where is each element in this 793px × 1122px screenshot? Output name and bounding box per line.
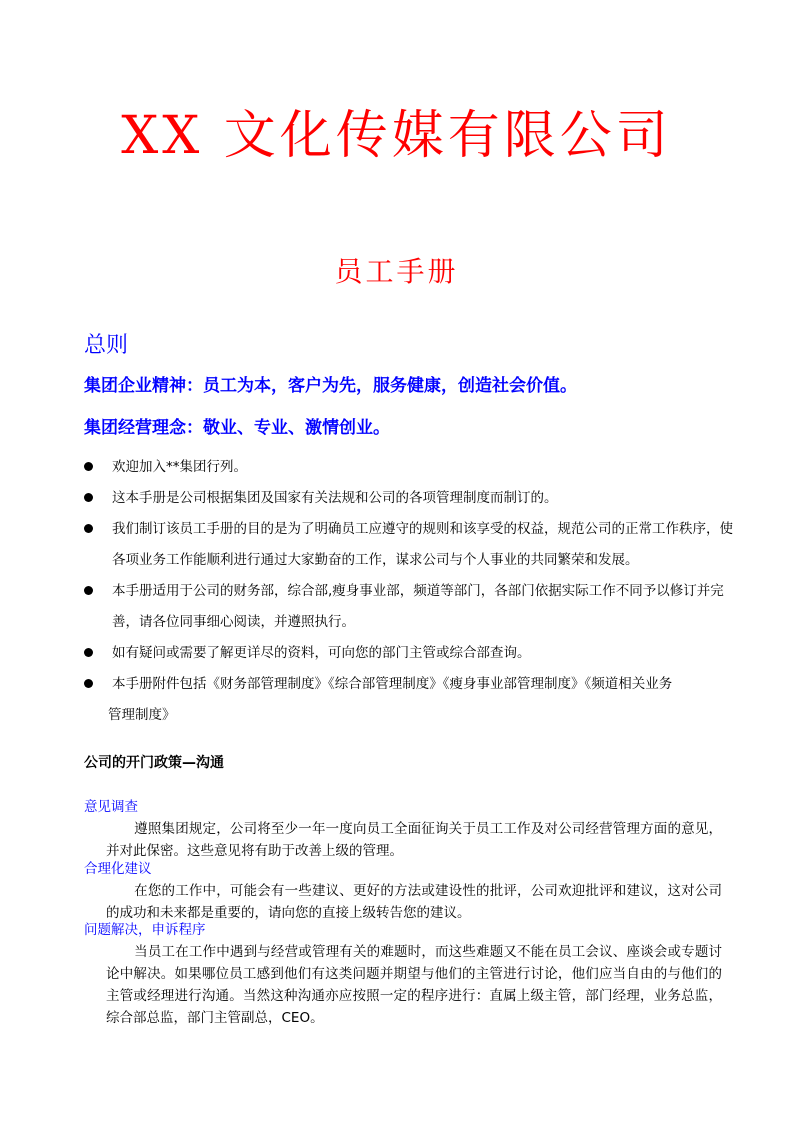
bullet-icon [84, 524, 93, 533]
survey-body [106, 818, 722, 862]
general-bullet-list [82, 452, 742, 731]
list-item-text: 本手册附件包括《财务部管理制度》《综合部管理制度》《瘦身事业部管理制度》《频道相关业务 [112, 676, 673, 692]
list-item [82, 483, 742, 514]
suggestion-body [106, 880, 722, 924]
list-item-text-continued: 管理制度》 [108, 707, 176, 723]
grievance-body [106, 941, 722, 1029]
suggestion-title: 合理化建议 [84, 861, 152, 877]
open-door-policy-heading: 公司的开门政策—沟通 [84, 755, 224, 771]
bullet-icon [84, 586, 93, 595]
list-item [82, 669, 742, 731]
list-item-text: 这本手册是公司根据集团及国家有关法规和公司的各项管理制度而制订的。 [112, 490, 558, 506]
list-item-text: 如有疑问或需要了解更详尽的资料，可向您的部门主管或综合部查询。 [112, 645, 531, 661]
list-item-text: 我们制订该员工手册的目的是为了明确员工应遵守的规则和该享受的权益，规范公司的正常工作秩序，使各项业务工作能顺利进行通过大家勤奋的工作，谋求公司与个人事业的共同繁荣和发展。 [112, 521, 733, 568]
survey-title: 意见调查 [84, 799, 138, 815]
section-heading-general: 总则 [84, 333, 129, 358]
bullet-icon [84, 679, 93, 688]
list-item [82, 638, 742, 669]
grievance-text: 当员工在工作中遇到与经营或管理有关的难题时，而这些难题又不能在员工会议、座谈会或专题讨论中解决。如果哪位员工感到他们有这类问题并期望与他们的主管进行讨论，他们应当自由的与他们的主管或经理进行沟通。当然这种沟通亦应按照一定的程序进行：直属上级主管，部门经理，业务总监，综合部总监，部门主管副总，CEO。 [106, 944, 722, 1026]
bullet-icon [84, 493, 93, 502]
list-item [82, 514, 742, 576]
list-item-text: 本手册适用于公司的财务部，综合部,瘦身事业部，频道等部门，各部门依据实际工作不同予以修订并完善，请各位同事细心阅读，并遵照执行。 [112, 583, 724, 630]
list-item-text: 欢迎加入**集团行列。 [112, 459, 247, 475]
suggestion-text: 在您的工作中，可能会有一些建议、更好的方法或建设性的批评，公司欢迎批评和建议，这对公司的成功和未来都是重要的，请向您的直接上级转告您的建议。 [106, 883, 722, 921]
survey-text: 遵照集团规定，公司将至少一年一度向员工全面征询关于员工工作及对公司经营管理方面的意见，并对此保密。这些意见将有助于改善上级的管理。 [106, 821, 722, 859]
corporate-spirit: 集团企业精神：员工为本，客户为先，服务健康，创造社会价值。 [84, 376, 577, 396]
grievance-title: 问题解决，申诉程序 [84, 922, 206, 938]
company-name: XX 文化传媒有限公司 [121, 106, 672, 166]
business-philosophy: 集团经营理念：敬业、专业、激情创业。 [84, 418, 390, 438]
list-item [82, 576, 742, 638]
bullet-icon [84, 462, 93, 471]
list-item [82, 452, 742, 483]
document-title: 员工手册 [334, 255, 459, 288]
bullet-icon [84, 648, 93, 657]
